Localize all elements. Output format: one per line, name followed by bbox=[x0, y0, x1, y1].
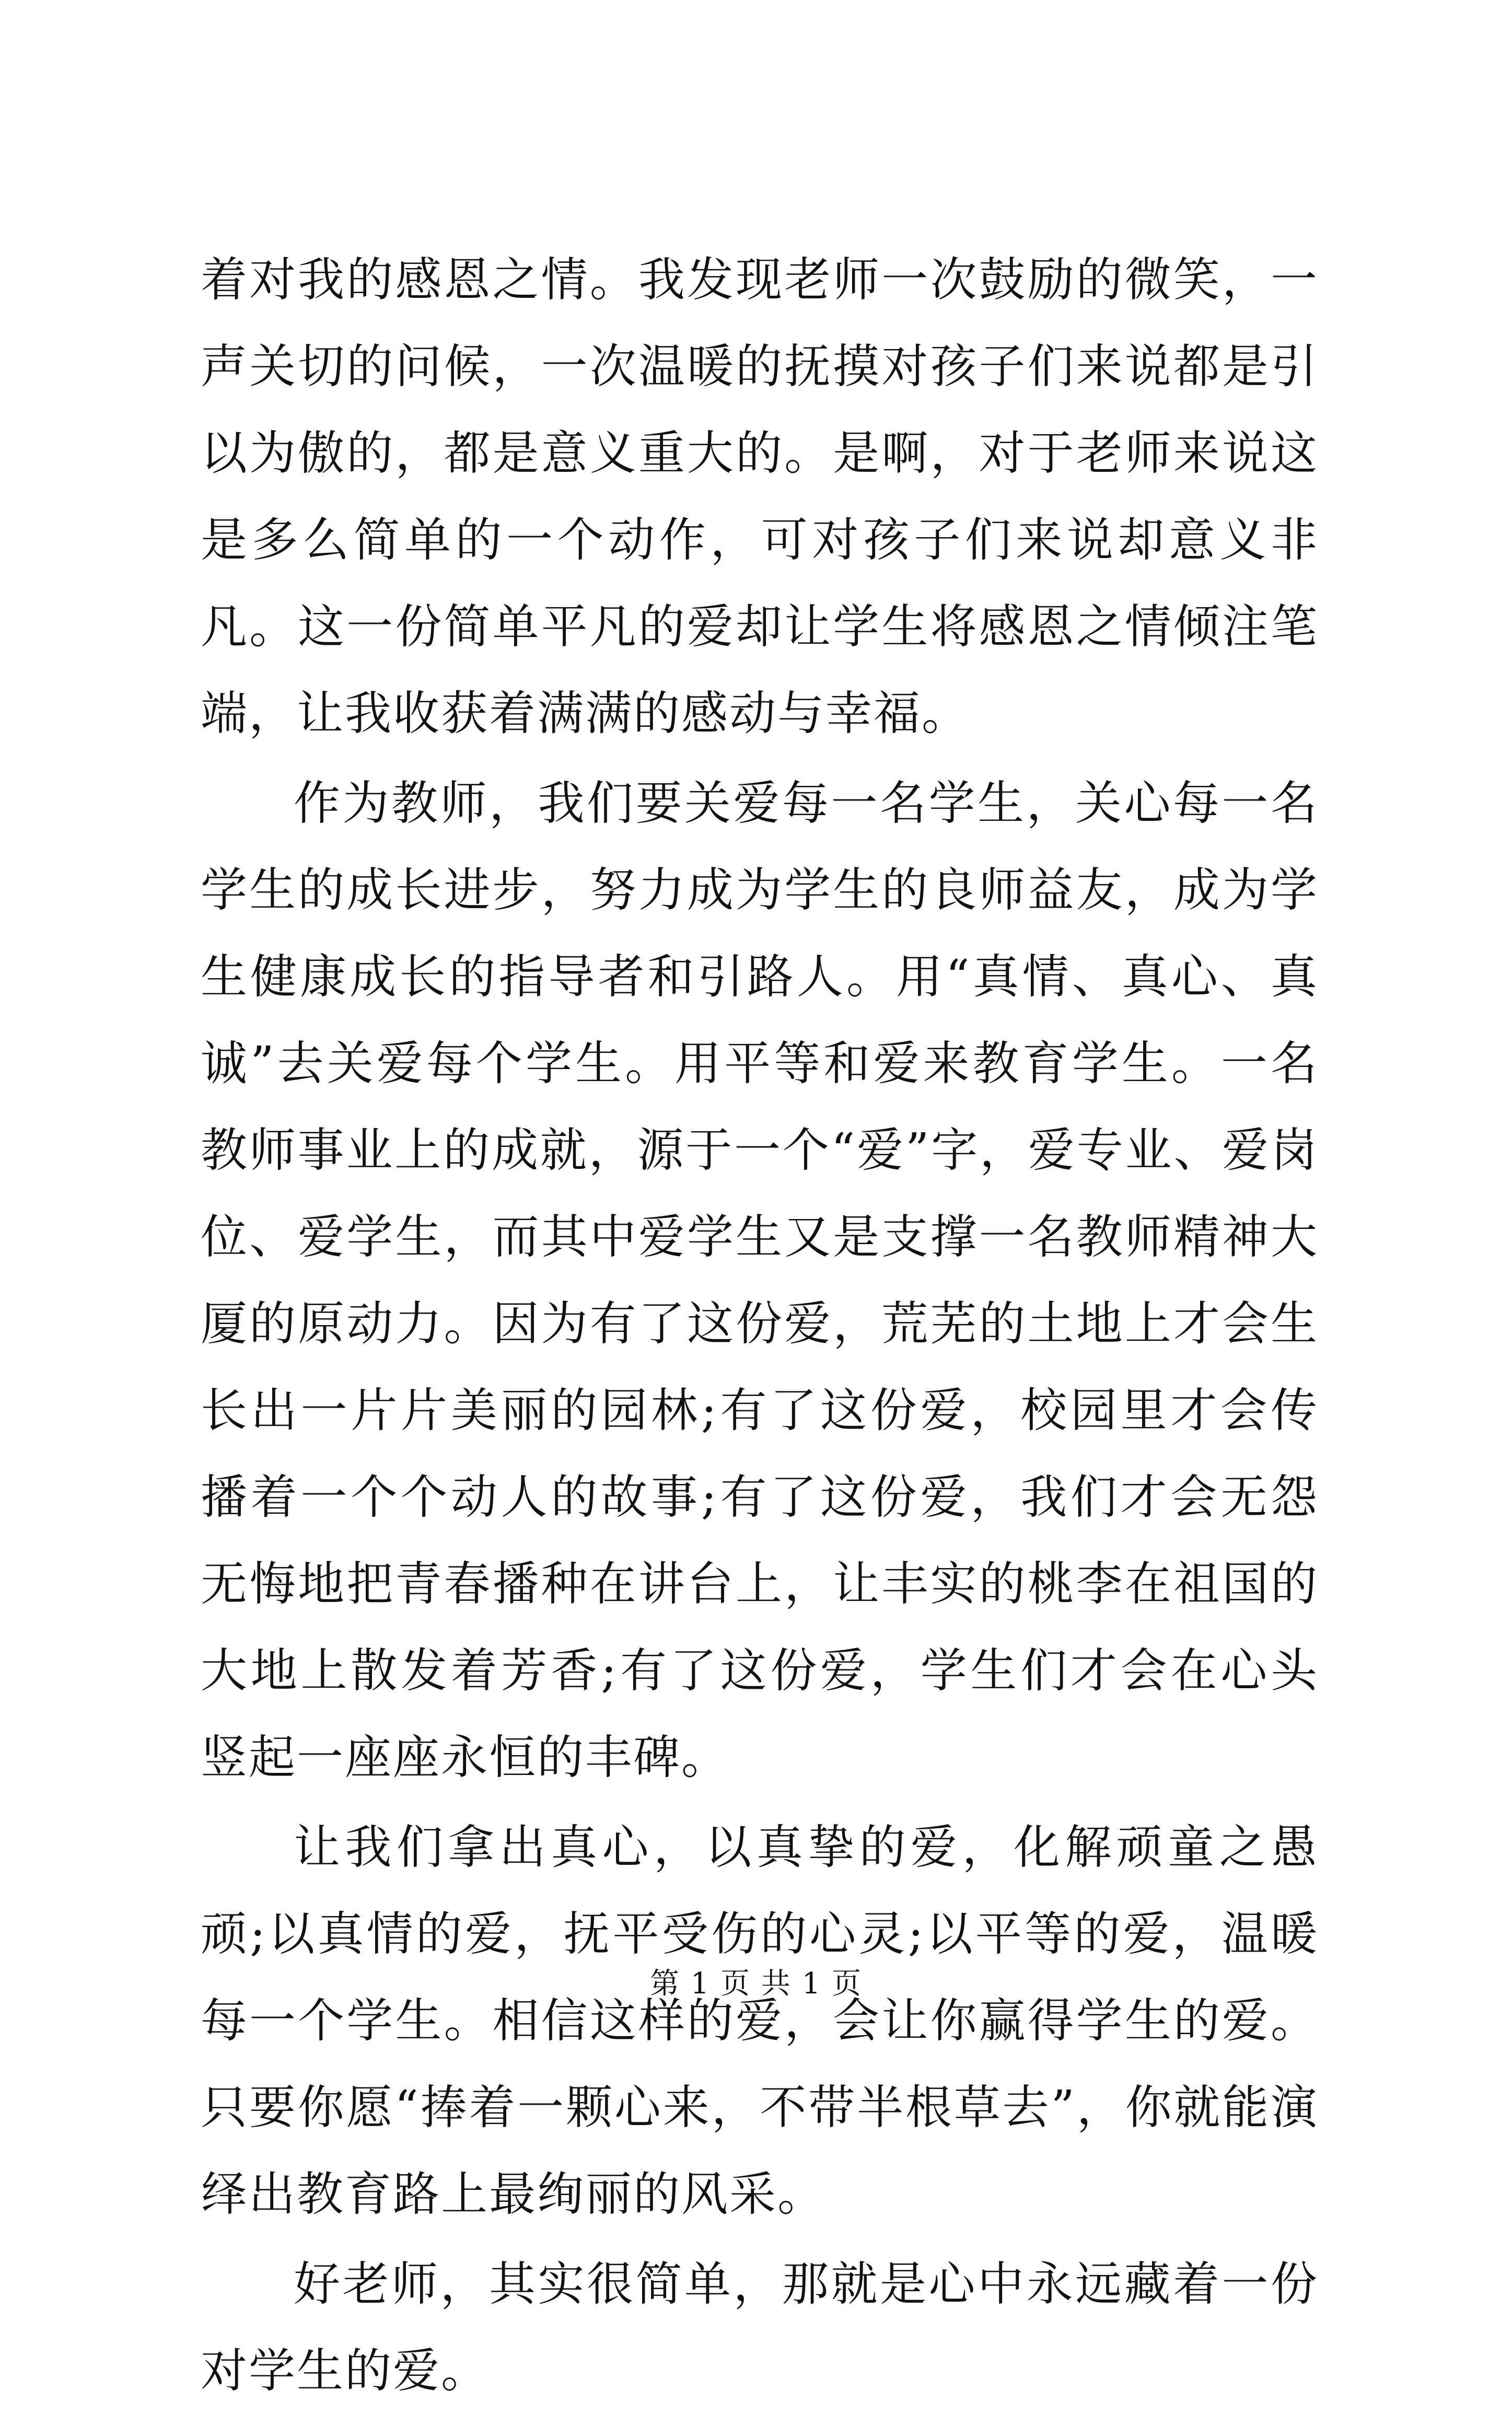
paragraph-3: 让我们拿出真心，以真挚的爱，化解顽童之愚顽;以真情的爱，抚平受伤的心灵;以平等的爱，温暖每一个学生。相信这样的爱，会让你赢得学生的爱。只要你愿“捧着一颗心来，不带半根草去”，你就能演绎出教育路上最绚丽的风采。 bbox=[201, 1820, 1319, 2221]
paragraph-4: 好老师，其实很简单，那就是心中永远藏着一份对学生的爱。 bbox=[201, 2257, 1319, 2398]
paragraph-2: 作为教师，我们要关爱每一名学生，关心每一名学生的成长进步，努力成为学生的良师益友，成为学生健康成长的指导者和引路人。用“真情、真心、真诚”去关爱每个学生。用平等和爱来教育学生。一名教师事业上的成就，源于一个“爱”字，爱专业、爱岗位、爱学生，而其中爱学生又是支撑一名教师精神大厦的原动力。因为有了这份爱，荒芜的土地上才会生长出一片片美丽的园林;有了这份爱，校园里才会传播着一个个动人的故事;有了这份爱，我们才会无怨无悔地把青春播种在讲台上，让丰实的桃李在祖国的大地上散发着芳香;有了这份爱，学生们才会在心头竖起一座座永恒的丰碑。 bbox=[201, 776, 1319, 1784]
paragraph-1: 着对我的感恩之情。我发现老师一次鼓励的微笑，一声关切的问候，一次温暖的抚摸对孩子们来说都是引以为傲的，都是意义重大的。是啊，对于老师来说这是多么简单的一个动作，可对孩子们来说却意义非凡。这一份简单平凡的爱却让学生将感恩之情倾注笔端，让我收获着满满的感动与幸福。 bbox=[201, 252, 1319, 740]
page-footer: 第 1 页 共 1 页 bbox=[649, 1967, 863, 2001]
document-body bbox=[201, 236, 1319, 2414]
